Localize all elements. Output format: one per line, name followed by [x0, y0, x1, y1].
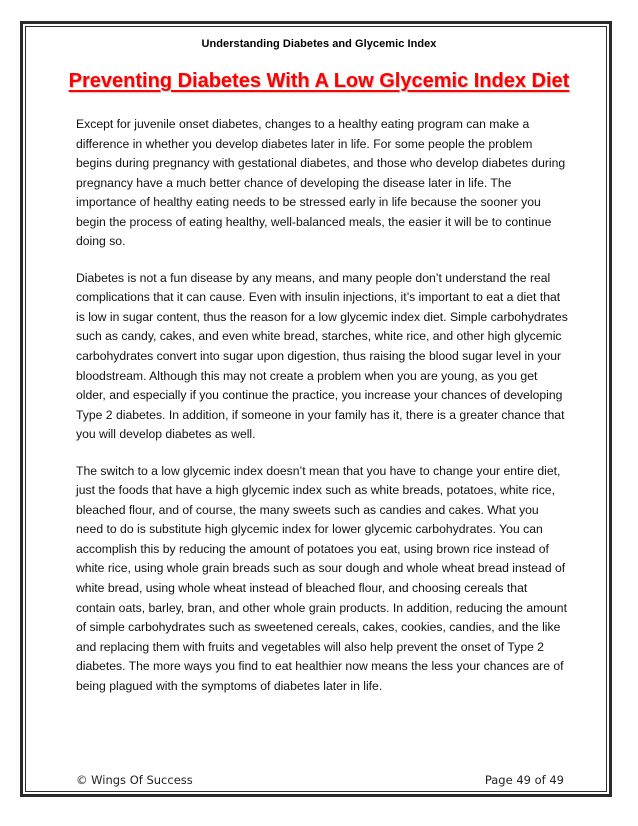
paragraph: Diabetes is not a fun disease by any means, and many people don’t understand the real complications that it can cause. Even with insulin injections, it’s important to eat a diet that is low in sugar content, thus the reason for a low glycemic index diet. Simple carbohydrates such as candy, cakes, and even white bread, starches, white rice, and other high glycemic carbohydrates convert into sugar upon digestion, thus raising the blood sugar level in your bloodstream. Although this may not create a problem when you are young, as you get older, and especially if you continue the practice, you increase your chances of developing Type 2 diabetes. In addition, if someone in your family has it, there is a greater chance that you will develop diabetes as well.	[76, 270, 568, 442]
running-header: Understanding Diabetes and Glycemic Index	[201, 38, 437, 50]
paragraph: The switch to a low glycemic index doesn’t mean that you have to change your entire diet, just the foods that have a high glycemic index such as white breads, potatoes, white rice, bleached flour, and of course, the many sweets such as candies and cakes. What you need to do is substitute high glycemic index for lower glycemic carbohydrates. You can accomplish this by reducing the amount of potatoes you eat, using brown rice instead of white rice, using whole grain breads such as sour dough and whole wheat bread instead of white bread, using whole wheat instead of bleached flour, and choosing cereals that contain oats, barley, bran, and other whole grain products. In addition, reducing the amount of simple carbohydrates such as sweetened cereals, cakes, cookies, candies, and the like and replacing them with fruits and vegetables will also help prevent the onset of Type 2 diabetes. The more ways you find to eat healthier now means the less your chances are of being plagued with the symptoms of diabetes later in life.	[76, 463, 567, 693]
article-body	[76, 115, 568, 713]
paragraph: Except for juvenile onset diabetes, changes to a healthy eating program can make a difference in whether you develop diabetes later in life. For some people the problem begins during pregnancy with gestational diabetes, and those who develop diabetes during pregnancy have a much better chance of developing the disease later in life. The importance of healthy eating needs to be stressed early in life because the sooner you begin the process of eating healthy, well-balanced meals, the easier it will be to continue doing so.	[76, 117, 566, 249]
footer-page-number: Page 49 of 49	[484, 773, 564, 787]
article-title: Preventing Diabetes With A Low Glycemic Index Diet	[68, 70, 570, 92]
footer-copyright: © Wings Of Success	[76, 773, 193, 787]
